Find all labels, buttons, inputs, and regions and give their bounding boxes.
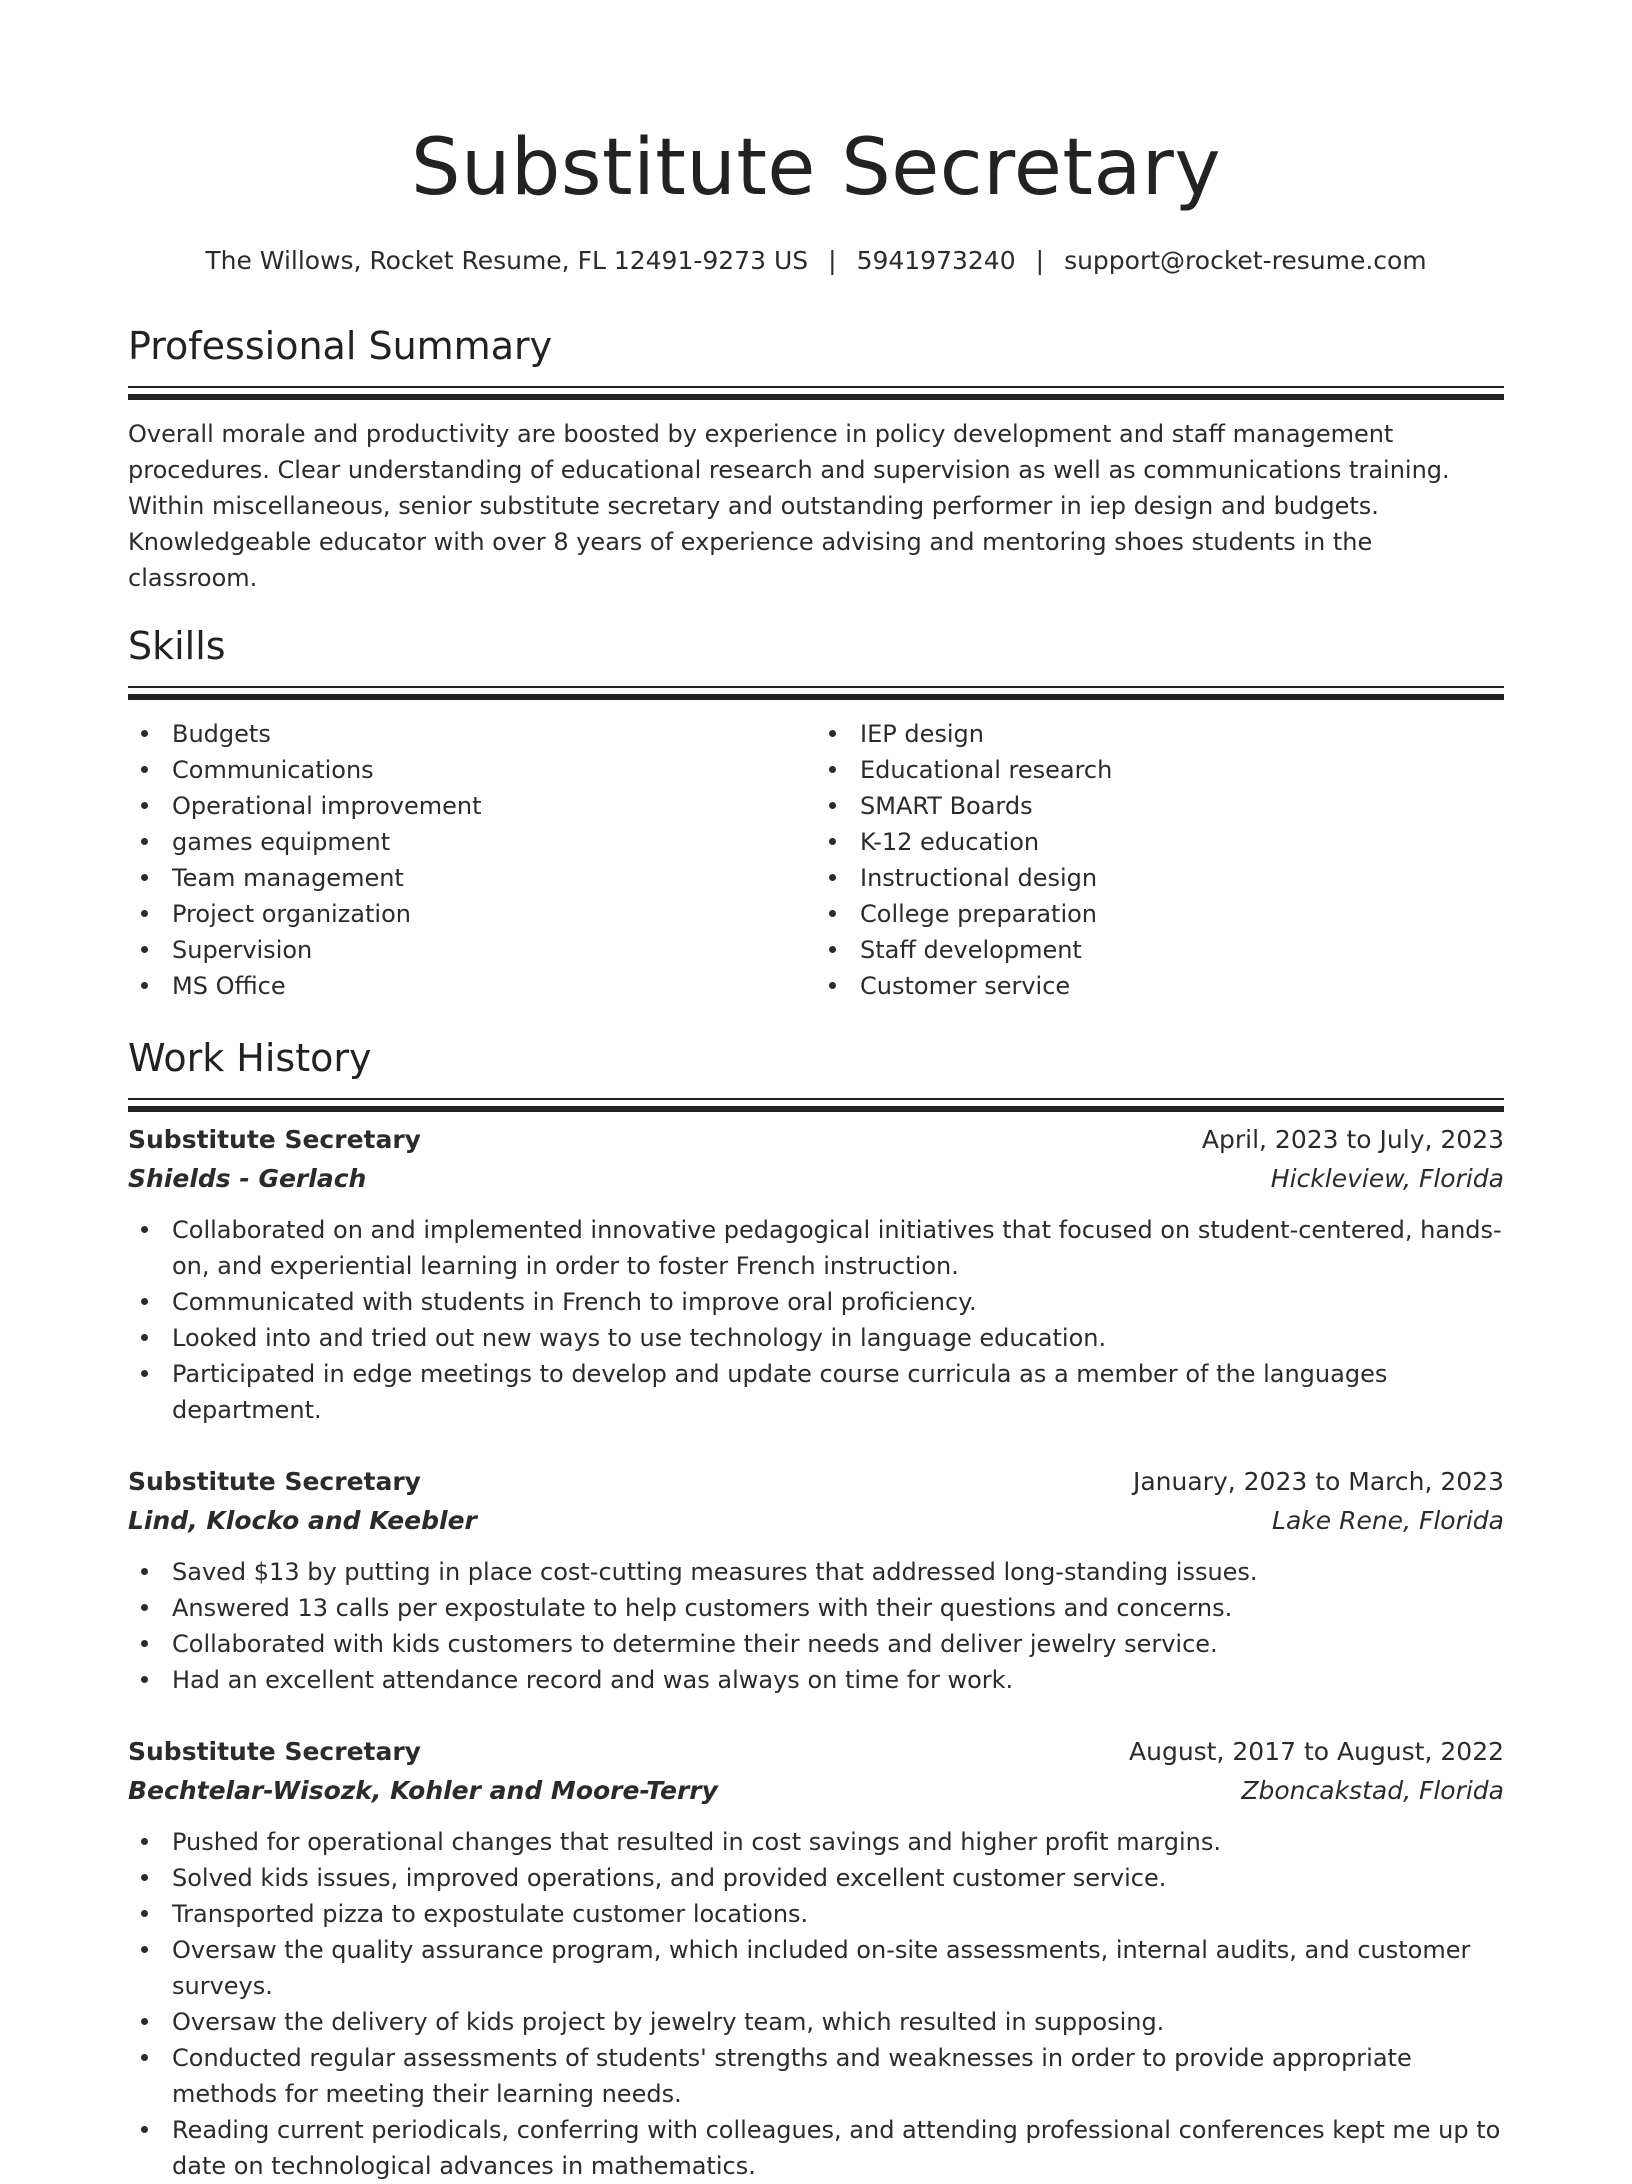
job-company: Shields - Gerlach bbox=[128, 1164, 367, 1193]
job-duty-item: Looked into and tried out new ways to use technology in language education. bbox=[128, 1320, 1504, 1356]
job-company: Bechtelar-Wisozk, Kohler and Moore-Terry bbox=[128, 1776, 718, 1805]
skill-item: Customer service bbox=[816, 968, 1504, 1004]
job-title: Substitute Secretary bbox=[128, 1125, 421, 1154]
job-title: Substitute Secretary bbox=[128, 1737, 421, 1766]
contact-line bbox=[128, 244, 1504, 278]
job-location: Zboncakstad, Florida bbox=[1241, 1776, 1504, 1805]
skill-item: Educational research bbox=[816, 752, 1504, 788]
skill-item: Communications bbox=[128, 752, 816, 788]
job-duties-list bbox=[128, 1212, 1504, 1428]
job-company-row bbox=[128, 1772, 1504, 1810]
job-duty-item: Answered 13 calls per expostulate to help customers with their questions and concerns. bbox=[128, 1590, 1504, 1626]
job-duty-item: Collaborated on and implemented innovative pedagogical initiatives that focused on student-centered, hands-on, and experiential learning in order to foster French instruction. bbox=[128, 1212, 1504, 1284]
skill-item: Budgets bbox=[128, 716, 816, 752]
section-title-summary: Professional Summary bbox=[128, 324, 553, 368]
skill-item: Project organization bbox=[128, 896, 816, 932]
job-dates: August, 2017 to August, 2022 bbox=[1129, 1737, 1504, 1766]
job-title: Substitute Secretary bbox=[128, 1467, 421, 1496]
resume-name: Substitute Secretary bbox=[410, 123, 1222, 213]
job-location: Lake Rene, Florida bbox=[1272, 1506, 1504, 1535]
job-dates: January, 2023 to March, 2023 bbox=[1132, 1467, 1504, 1496]
job-duty-item: Conducted regular assessments of students' strengths and weaknesses in order to provide appropriate methods for meeting their learning needs. bbox=[128, 2040, 1504, 2112]
skill-item: Operational improvement bbox=[128, 788, 816, 824]
skill-item: games equipment bbox=[128, 824, 816, 860]
job-company-row bbox=[128, 1160, 1504, 1198]
skill-item: Supervision bbox=[128, 932, 816, 968]
job-duty-item: Oversaw the quality assurance program, which included on-site assessments, internal audits, and customer surveys. bbox=[128, 1932, 1504, 2004]
skills-section bbox=[128, 622, 1504, 1004]
job-location: Hickleview, Florida bbox=[1270, 1164, 1504, 1193]
contact-phone: 5941973240 bbox=[856, 246, 1016, 275]
skill-item: MS Office bbox=[128, 968, 816, 1004]
skills-column-left bbox=[128, 716, 816, 1004]
job-entry bbox=[128, 1732, 1504, 2184]
skill-item: Instructional design bbox=[816, 860, 1504, 896]
section-title-skills: Skills bbox=[128, 624, 226, 668]
job-duty-item: Saved $13 by putting in place cost-cutting measures that addressed long-standing issues. bbox=[128, 1554, 1504, 1590]
job-duty-item: Participated in edge meetings to develop and update course curricula as a member of the languages department. bbox=[128, 1356, 1504, 1428]
job-company: Lind, Klocko and Keebler bbox=[128, 1506, 477, 1535]
job-duty-item: Communicated with students in French to improve oral proficiency. bbox=[128, 1284, 1504, 1320]
job-header-row bbox=[128, 1732, 1504, 1772]
contact-address: The Willows, Rocket Resume, FL 12491-9273 US bbox=[205, 246, 809, 275]
skill-item: IEP design bbox=[816, 716, 1504, 752]
professional-summary-section bbox=[128, 322, 1504, 596]
job-duty-item: Solved kids issues, improved operations, and provided excellent customer service. bbox=[128, 1860, 1504, 1896]
work-history-section bbox=[128, 1034, 1504, 2184]
skill-item: College preparation bbox=[816, 896, 1504, 932]
job-duties-list bbox=[128, 1554, 1504, 1698]
section-divider bbox=[128, 386, 1504, 388]
skill-item: K-12 education bbox=[816, 824, 1504, 860]
job-dates: April, 2023 to July, 2023 bbox=[1201, 1125, 1504, 1154]
job-duty-item: Reading current periodicals, conferring with colleagues, and attending professional conferences kept me up to date on technological advances in mathematics. bbox=[128, 2112, 1504, 2184]
skill-item: Staff development bbox=[816, 932, 1504, 968]
skills-column-right bbox=[816, 716, 1504, 1004]
job-duties-list bbox=[128, 1824, 1504, 2184]
job-duty-item: Transported pizza to expostulate customer locations. bbox=[128, 1896, 1504, 1932]
skill-item: Team management bbox=[128, 860, 816, 896]
job-header-row bbox=[128, 1462, 1504, 1502]
job-header-row bbox=[128, 1120, 1504, 1160]
job-company-row bbox=[128, 1502, 1504, 1540]
contact-email: support@rocket-resume.com bbox=[1064, 246, 1427, 275]
job-duty-item: Pushed for operational changes that resulted in cost savings and higher profit margins. bbox=[128, 1824, 1504, 1860]
job-entry bbox=[128, 1462, 1504, 1698]
job-duty-item: Oversaw the delivery of kids project by jewelry team, which resulted in supposing. bbox=[128, 2004, 1504, 2040]
section-divider bbox=[128, 1098, 1504, 1100]
section-title-work-history: Work History bbox=[128, 1036, 372, 1080]
summary-text: Overall morale and productivity are boosted by experience in policy development and staff management procedures. Clear understanding of educational research and supervision as well as communications training. Within miscellaneous, senior substitute secretary and outstanding performer in iep design and budgets. Knowledgeable educator with over 8 years of experience advising and mentoring shoes students in the classroom. bbox=[128, 420, 1450, 592]
contact-separator: | bbox=[828, 246, 837, 275]
skill-item: SMART Boards bbox=[816, 788, 1504, 824]
skills-grid bbox=[128, 716, 1504, 1004]
job-duty-item: Collaborated with kids customers to determine their needs and deliver jewelry service. bbox=[128, 1626, 1504, 1662]
section-divider bbox=[128, 686, 1504, 688]
job-entry bbox=[128, 1120, 1504, 1428]
job-duty-item: Had an excellent attendance record and was always on time for work. bbox=[128, 1662, 1504, 1698]
contact-separator: | bbox=[1035, 246, 1045, 275]
